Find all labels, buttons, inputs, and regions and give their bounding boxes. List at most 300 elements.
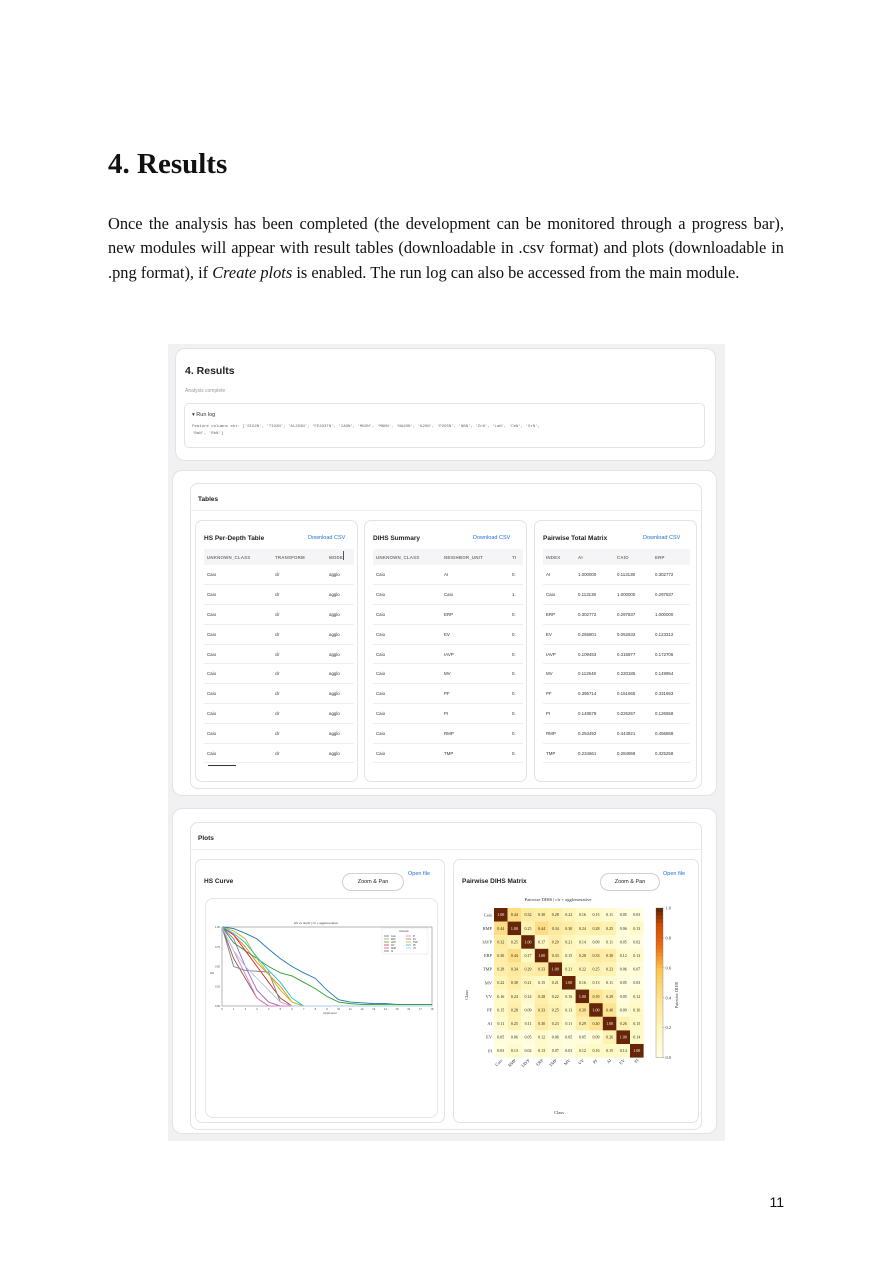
heatmap-cell-value: 1.00 bbox=[633, 1048, 641, 1054]
hs-x-tick-label: 15 bbox=[395, 1008, 399, 1011]
table-row[interactable] bbox=[543, 605, 690, 625]
heatmap-col-label: RMP bbox=[507, 1057, 518, 1068]
table-row[interactable] bbox=[543, 565, 690, 585]
heatmap-cell-value: 0.24 bbox=[578, 925, 586, 931]
heatmap-cell-value: 0.28 bbox=[497, 966, 505, 972]
hs-legend-label: PF bbox=[413, 944, 416, 947]
colorbar-segment bbox=[656, 983, 663, 987]
heatmap-row-label: PF bbox=[487, 1007, 492, 1013]
hs-curve-chart[interactable] bbox=[206, 899, 438, 1118]
table-cell: 0.256801 bbox=[575, 624, 614, 644]
hs-legend-label: ERP bbox=[391, 938, 396, 941]
column-header[interactable]: CAIO bbox=[614, 549, 652, 565]
heatmap-cell-value: 0.14 bbox=[633, 1034, 641, 1040]
column-header[interactable]: AI bbox=[575, 549, 614, 565]
hs-legend-label: RMP bbox=[391, 947, 397, 950]
colorbar-segment bbox=[656, 1028, 663, 1032]
heatmap-cell-value: 0.39 bbox=[592, 993, 600, 999]
heatmap-cell-value: 0.05 bbox=[497, 1034, 505, 1040]
plots-title: Plots bbox=[198, 835, 214, 842]
heatmap-cell-value: 0.21 bbox=[565, 966, 573, 972]
hs-zoom-pan-button[interactable]: Zoom & Pan bbox=[342, 873, 404, 891]
tables-card bbox=[172, 470, 717, 796]
hs-x-tick-label: 0 bbox=[221, 1008, 223, 1011]
hs-x-tick-label: 12 bbox=[360, 1008, 364, 1011]
hs-legend-label: TMP bbox=[413, 941, 418, 944]
heatmap-cell-value: 0.11 bbox=[606, 980, 614, 986]
table-cell: Caio bbox=[204, 704, 272, 724]
heatmap-cell-value: 0.15 bbox=[592, 912, 600, 918]
colorbar-segment bbox=[656, 1002, 663, 1006]
body-paragraph: Once the analysis has been completed (the development can be monitored through a progress bar), new modules will appear with result tables (downloadable in .csv format) and plots (downloadable in .png format), if Create plots is enabled. The run log can also be accessed from the main module. bbox=[108, 214, 784, 282]
heatmap-row-label: RMP bbox=[482, 925, 492, 931]
heatmap-cell-value: 0.11 bbox=[606, 912, 614, 918]
colorbar-segment bbox=[656, 968, 663, 972]
heatmap-cell-value: 0.05 bbox=[619, 939, 627, 945]
heatmap-cell-value: 0.05 bbox=[619, 993, 627, 999]
colorbar-segment bbox=[656, 987, 663, 991]
heatmap-cell-value: 0.17 bbox=[524, 953, 532, 958]
table-cell: agglo bbox=[326, 704, 354, 724]
table-cell: TMP bbox=[543, 743, 575, 763]
heatmap-cell-value: 0.28 bbox=[551, 912, 559, 918]
colorbar-segment bbox=[656, 927, 663, 931]
heatmap-cell-value: 0.14 bbox=[524, 993, 532, 999]
heatmap-cell-value: 0.30 bbox=[538, 1021, 546, 1026]
colorbar-tick-label: 0.8 bbox=[665, 935, 671, 941]
run-log-line-1: Feature columns set: ['SIO2N', 'TIO2N', 'AL2O3N', 'FE2O3TN', 'CAON', 'MGON', 'MNON', 'NA2ON', 'K2ON', 'P2O5N', 'NBN', 'ZrN', 'LaN', 'CeN', 'SrN', bbox=[192, 425, 541, 429]
table-row[interactable] bbox=[373, 723, 523, 743]
column-header[interactable]: UNKNOWN_CLASS bbox=[373, 549, 441, 565]
colorbar-segment bbox=[656, 1016, 663, 1020]
hs-y-tick-label: 0.25 bbox=[214, 985, 220, 989]
heatmap-cell-value: 0.09 bbox=[592, 939, 600, 945]
heatmap-col-label: VV bbox=[577, 1057, 586, 1066]
heatmap-cell-value: 0.06 bbox=[551, 1034, 559, 1040]
heatmap-cell-value: 0.25 bbox=[510, 939, 518, 945]
colorbar-tick-label: 0.4 bbox=[665, 995, 671, 1001]
table-cell: Caio bbox=[204, 743, 272, 763]
table-row[interactable] bbox=[543, 743, 690, 763]
table-row[interactable] bbox=[373, 704, 523, 724]
table-cell: 0.325258 bbox=[652, 743, 690, 763]
colorbar-segment bbox=[656, 945, 663, 949]
table-cell: Caio bbox=[373, 624, 441, 644]
table-cell: 0.123312 bbox=[652, 624, 690, 644]
table-cell: 0.302772 bbox=[575, 605, 614, 625]
heatmap-cell-value: 0.09 bbox=[592, 1034, 600, 1040]
heatmap-zoom-pan-button[interactable]: Zoom & Pan bbox=[600, 873, 660, 891]
heatmap-cell-value: 0.34 bbox=[551, 925, 559, 931]
table-cell: 0.315877 bbox=[614, 644, 652, 664]
colorbar-segment bbox=[656, 1039, 663, 1043]
hs-x-tick-label: 5 bbox=[279, 1008, 282, 1011]
colorbar-tick-label: 0.2 bbox=[665, 1025, 671, 1031]
table-cell: 0.126558 bbox=[652, 704, 690, 724]
heatmap-cell-value: 0.02 bbox=[633, 939, 641, 945]
hs-x-tick-label: 18 bbox=[430, 1008, 434, 1011]
heatmap-cell-value: 1.00 bbox=[510, 925, 518, 931]
heatmap-cell-value: 0.09 bbox=[524, 1007, 532, 1013]
table-row[interactable] bbox=[373, 743, 523, 763]
heatmap-col-label: IAVP bbox=[520, 1057, 531, 1069]
heatmap-cell-value: 0.16 bbox=[633, 1007, 641, 1013]
heatmap-row-label: ERP bbox=[483, 953, 492, 959]
heatmap-cell-value: 0.13 bbox=[538, 1048, 546, 1054]
table-cell: agglo bbox=[326, 624, 354, 644]
table-cell: 0.172706 bbox=[652, 644, 690, 664]
heatmap-cell-value: 0.28 bbox=[510, 1007, 518, 1013]
table-cell: clr bbox=[272, 565, 326, 585]
table-row[interactable] bbox=[204, 585, 354, 605]
heatmap-col-label: MV bbox=[562, 1057, 572, 1067]
heatmap-row-label: AI bbox=[487, 1021, 492, 1027]
heatmap-cell-value: 1.00 bbox=[497, 912, 505, 918]
heatmap-cell-value: 0.09 bbox=[619, 1007, 627, 1013]
hs-x-tick-label: 13 bbox=[372, 1008, 376, 1011]
heatmap-cell-value: 0.29 bbox=[578, 1021, 586, 1026]
heatmap-cell-value: 0.28 bbox=[592, 925, 600, 931]
hs-x-tick-label: 4 bbox=[267, 1008, 270, 1011]
tables-container bbox=[190, 483, 702, 789]
colorbar-segment bbox=[656, 975, 663, 979]
table-row[interactable] bbox=[543, 664, 690, 684]
heatmap-cell-value: 0.33 bbox=[592, 953, 600, 958]
heatmap-cell-value: 0.33 bbox=[538, 966, 546, 972]
table-row[interactable] bbox=[543, 585, 690, 605]
table-cell: 0. bbox=[509, 664, 523, 684]
heatmap-cell-value: 1.00 bbox=[619, 1034, 627, 1040]
table-row[interactable] bbox=[204, 723, 354, 743]
table-cell: Caio bbox=[204, 644, 272, 664]
heatmap-cell-value: 0.28 bbox=[538, 993, 546, 999]
colorbar-segment bbox=[656, 953, 663, 957]
table-row[interactable] bbox=[204, 605, 354, 625]
hs-per-depth-table-panel bbox=[195, 520, 358, 782]
table-cell: Caio bbox=[441, 585, 509, 605]
hs-x-tick-label: 2 bbox=[244, 1008, 247, 1011]
results-card bbox=[175, 348, 716, 461]
heatmap-cell-value: 0.25 bbox=[592, 966, 600, 972]
heatmap-cell-value: 0.05 bbox=[578, 1034, 586, 1040]
table-cell: ERP bbox=[543, 605, 575, 625]
heatmap-cell-value: 0.13 bbox=[633, 953, 641, 958]
heatmap-cell-value: 0.30 bbox=[497, 953, 505, 958]
dihs-summary-download-csv[interactable]: Download CSV bbox=[473, 535, 511, 541]
table-cell: Caio bbox=[204, 605, 272, 625]
column-header[interactable]: ERP bbox=[652, 549, 690, 565]
hs-legend-label: Caio bbox=[391, 935, 396, 938]
colorbar-segment bbox=[656, 1024, 663, 1028]
run-log-panel[interactable] bbox=[184, 403, 705, 448]
table-cell: agglo bbox=[326, 585, 354, 605]
pairwise-dihs-heatmap[interactable] bbox=[456, 890, 696, 1122]
table-cell: agglo bbox=[326, 565, 354, 585]
plots-container bbox=[190, 822, 702, 1130]
heatmap-cell-value: 0.07 bbox=[551, 1048, 559, 1054]
heatmap-cell-value: 0.33 bbox=[551, 953, 559, 958]
hs-legend-label: PI bbox=[413, 935, 416, 938]
table-cell: 0.253492 bbox=[575, 723, 614, 743]
table-cell: 0. bbox=[509, 605, 523, 625]
table-cell: 1. bbox=[509, 585, 523, 605]
table-row[interactable] bbox=[373, 565, 523, 585]
pairwise-total-matrix-title: Pairwise Total Matrix bbox=[543, 535, 608, 542]
heatmap-col-label: AI bbox=[605, 1057, 613, 1065]
heatmap-cell-value: 0.16 bbox=[578, 912, 586, 918]
table-row[interactable] bbox=[204, 664, 354, 684]
heatmap-col-label: EV bbox=[618, 1057, 626, 1066]
colorbar-segment bbox=[656, 942, 663, 946]
heatmap-col-label: PF bbox=[591, 1057, 599, 1065]
pairwise-dihs-panel bbox=[453, 859, 699, 1123]
heatmap-cell-value: 0.14 bbox=[578, 939, 586, 945]
heatmap-cell-value: 0.30 bbox=[538, 912, 546, 918]
heatmap-cell-value: 0.25 bbox=[524, 925, 532, 931]
table-cell: PI bbox=[441, 704, 509, 724]
heatmap-cell-value: 0.13 bbox=[510, 1048, 518, 1054]
heatmap-cell-value: 0.03 bbox=[633, 912, 641, 918]
hs-y-tick-label: 0.50 bbox=[214, 965, 220, 969]
table-cell: 0. bbox=[509, 565, 523, 585]
heatmap-cell-value: 0.44 bbox=[497, 925, 505, 931]
heatmap-cell-value: 0.34 bbox=[510, 966, 518, 972]
table-cell: 0. bbox=[509, 704, 523, 724]
heatmap-cell-value: 0.15 bbox=[565, 953, 573, 958]
heatmap-cell-value: 0.25 bbox=[606, 925, 614, 931]
hs-legend-title: Unknown bbox=[399, 930, 409, 933]
app-screenshot bbox=[168, 344, 725, 1141]
table-row[interactable] bbox=[373, 664, 523, 684]
table-row[interactable] bbox=[204, 743, 354, 763]
dihs-summary-title: DIHS Summary bbox=[373, 535, 420, 542]
heatmap-cell-value: 0.05 bbox=[619, 980, 627, 986]
heatmap-cell-value: 0.23 bbox=[606, 966, 614, 972]
table-cell: agglo bbox=[326, 664, 354, 684]
hs-y-axis-label: HS bbox=[210, 971, 215, 975]
colorbar-segment bbox=[656, 915, 663, 919]
colorbar-tick-label: 1.0 bbox=[665, 905, 671, 911]
heatmap-cell-value: 0.12 bbox=[578, 1048, 586, 1054]
colorbar-segment bbox=[656, 1009, 663, 1013]
table-cell: clr bbox=[272, 704, 326, 724]
table-cell: 1.000000 bbox=[652, 605, 690, 625]
column-header[interactable]: MODE bbox=[326, 549, 354, 565]
heatmap-cell-value: 0.16 bbox=[592, 1048, 600, 1054]
hs-y-tick-label: 1.00 bbox=[214, 926, 220, 929]
table-cell: RMP bbox=[441, 723, 509, 743]
table-row[interactable] bbox=[373, 585, 523, 605]
heatmap-cell-value: 0.05 bbox=[524, 1034, 532, 1040]
hs-per-depth-download-csv[interactable]: Download CSV bbox=[308, 535, 346, 541]
heatmap-cell-value: 0.12 bbox=[538, 1034, 546, 1040]
heatmap-cell-value: 0.15 bbox=[606, 1048, 614, 1054]
table-cell: AI bbox=[543, 565, 575, 585]
heatmap-col-label: PI bbox=[633, 1057, 640, 1065]
hs-curve-plot-frame bbox=[205, 898, 438, 1118]
table-cell: 0.456858 bbox=[652, 723, 690, 743]
table-cell: 0.113138 bbox=[614, 565, 652, 585]
table-cell: 0.297837 bbox=[652, 585, 690, 605]
table-row[interactable] bbox=[204, 684, 354, 704]
table-cell: EV bbox=[543, 624, 575, 644]
table-cell: RMP bbox=[543, 723, 575, 743]
heatmap-cell-value: 0.30 bbox=[510, 980, 518, 986]
heatmap-cell-value: 0.13 bbox=[565, 1007, 573, 1013]
heatmap-cell-value: 0.26 bbox=[619, 1021, 627, 1026]
heatmap-cell-value: 0.21 bbox=[565, 939, 573, 945]
colorbar-segment bbox=[656, 1054, 663, 1058]
heatmap-cell-value: 0.32 bbox=[497, 939, 505, 945]
table-cell: 0.331693 bbox=[652, 684, 690, 704]
table-cell: 0.444921 bbox=[614, 723, 652, 743]
table-row[interactable] bbox=[373, 644, 523, 664]
heatmap-col-label: TMP bbox=[547, 1057, 558, 1068]
table-row[interactable] bbox=[204, 624, 354, 644]
hs-y-tick-label: 0.00 bbox=[214, 1005, 220, 1008]
hs-x-tick-label: 1 bbox=[232, 1008, 235, 1011]
heatmap-cell-value: 0.29 bbox=[606, 993, 614, 999]
table-cell: clr bbox=[272, 743, 326, 763]
table-row[interactable] bbox=[373, 624, 523, 644]
column-resize-handle[interactable] bbox=[343, 551, 344, 560]
heatmap-cell-value: 1.00 bbox=[524, 939, 532, 945]
heatmap-cell-value: 0.16 bbox=[497, 993, 505, 999]
table-cell: Caio bbox=[373, 605, 441, 625]
table-cell: Caio bbox=[373, 565, 441, 585]
heatmap-cell-value: 0.30 bbox=[606, 953, 614, 958]
heatmap-cell-value: 0.26 bbox=[606, 1034, 614, 1040]
column-header[interactable]: TRANSFORM bbox=[272, 549, 326, 565]
table-cell: EV bbox=[441, 624, 509, 644]
colorbar-segment bbox=[656, 1050, 663, 1054]
heatmap-ylabel: Class bbox=[464, 990, 469, 1000]
heatmap-row-label: PI bbox=[488, 1048, 492, 1054]
table-row[interactable] bbox=[204, 565, 354, 585]
table-row[interactable] bbox=[373, 605, 523, 625]
table-cell: 0.151665 bbox=[614, 684, 652, 704]
colorbar-segment bbox=[656, 1046, 663, 1050]
heatmap-cell-value: 0.11 bbox=[497, 1021, 505, 1026]
table-cell: PF bbox=[441, 684, 509, 704]
table-cell: 0.109453 bbox=[575, 644, 614, 664]
colorbar-segment bbox=[656, 1013, 663, 1017]
hs-legend-label: MV bbox=[391, 944, 395, 947]
run-log-line-2: 'BaN', 'RbN'] bbox=[192, 432, 224, 436]
table-cell: Caio bbox=[204, 624, 272, 644]
table-row[interactable] bbox=[204, 704, 354, 724]
table-cell: 0.149954 bbox=[652, 664, 690, 684]
colorbar-tick-label: 0.0 bbox=[665, 1055, 671, 1061]
pairwise-total-download-csv[interactable]: Download CSV bbox=[643, 535, 681, 541]
colorbar-segment bbox=[656, 912, 663, 916]
table-cell: Caio bbox=[373, 704, 441, 724]
colorbar-segment bbox=[656, 979, 663, 983]
pairwise-total-matrix-panel bbox=[534, 520, 697, 782]
column-header[interactable]: NEIGHBOR_UNIT bbox=[441, 549, 509, 565]
table-row[interactable] bbox=[543, 624, 690, 644]
table-cell: ERP bbox=[441, 605, 509, 625]
heatmap-cell-value: 1.00 bbox=[606, 1021, 614, 1026]
column-header[interactable]: TI bbox=[509, 549, 523, 565]
heatmap-cell-value: 1.00 bbox=[538, 953, 546, 958]
heatmap-xlabel: Class bbox=[554, 1110, 564, 1115]
heatmap-col-label: Caio bbox=[494, 1057, 504, 1068]
create-plots-term: Create plots bbox=[212, 262, 293, 282]
table-cell: clr bbox=[272, 684, 326, 704]
heatmap-cell-value: 0.11 bbox=[524, 1021, 532, 1026]
colorbar-segment bbox=[656, 938, 663, 942]
table-cell: 0.302772 bbox=[652, 565, 690, 585]
table-cell: clr bbox=[272, 723, 326, 743]
table-cell: 0.112648 bbox=[575, 664, 614, 684]
table-cell: agglo bbox=[326, 743, 354, 763]
heatmap-row-label: TMP bbox=[482, 966, 492, 972]
colorbar-segment bbox=[656, 964, 663, 968]
table-row[interactable] bbox=[543, 723, 690, 743]
table-row[interactable] bbox=[373, 684, 523, 704]
heatmap-open-file-link[interactable]: Open file bbox=[663, 871, 686, 877]
heatmap-cell-value: 0.32 bbox=[524, 912, 532, 918]
table-row[interactable] bbox=[543, 684, 690, 704]
colorbar-segment bbox=[656, 949, 663, 953]
pairwise-dihs-title: Pairwise DIHS Matrix bbox=[462, 878, 527, 885]
column-header[interactable]: INDEX bbox=[543, 549, 575, 565]
colorbar-segment bbox=[656, 998, 663, 1002]
table-cell: MV bbox=[441, 664, 509, 684]
colorbar-tick-label: 0.6 bbox=[665, 965, 671, 971]
table-cell: Caio bbox=[204, 684, 272, 704]
table-row[interactable] bbox=[204, 644, 354, 664]
table-cell: clr bbox=[272, 605, 326, 625]
section-heading: 4. Results bbox=[108, 148, 228, 180]
hs-legend-label: VV bbox=[413, 947, 417, 950]
table-row[interactable] bbox=[543, 644, 690, 664]
heatmap-cell-value: 0.12 bbox=[633, 993, 641, 999]
table-cell: 0. bbox=[509, 723, 523, 743]
table-cell: clr bbox=[272, 644, 326, 664]
table-cell: agglo bbox=[326, 684, 354, 704]
hs-legend-label: AI bbox=[391, 950, 394, 953]
heatmap-cell-value: 0.24 bbox=[510, 993, 518, 999]
table-cell: Caio bbox=[373, 585, 441, 605]
colorbar-segment bbox=[656, 934, 663, 938]
table-cell: Caio bbox=[373, 664, 441, 684]
heatmap-cell-value: 0.11 bbox=[565, 1021, 573, 1026]
page-number: 11 bbox=[769, 1194, 784, 1210]
table-cell: TMP bbox=[441, 743, 509, 763]
table-row[interactable] bbox=[543, 704, 690, 724]
column-header[interactable]: UNKNOWN_CLASS bbox=[204, 549, 272, 565]
hs-legend-label: EV bbox=[413, 938, 417, 941]
colorbar-segment bbox=[656, 1020, 663, 1024]
table-cell: 0.220185 bbox=[614, 664, 652, 684]
heatmap-cell-value: 0.03 bbox=[633, 980, 641, 986]
heatmap-cell-value: 0.39 bbox=[578, 1007, 586, 1013]
heatmap-cell-value: 0.25 bbox=[551, 1007, 559, 1013]
heatmap-cell-value: 0.03 bbox=[497, 1048, 505, 1054]
hs-open-file-link[interactable]: Open file bbox=[408, 871, 431, 877]
table-cell: Caio bbox=[373, 684, 441, 704]
table-cell: Caio bbox=[204, 565, 272, 585]
heatmap-cell-value: 0.23 bbox=[551, 1021, 559, 1026]
run-log-toggle[interactable]: ▾ Run log bbox=[192, 412, 216, 418]
table-cell: Caio bbox=[204, 664, 272, 684]
colorbar-segment bbox=[656, 1035, 663, 1039]
table-cell: PF bbox=[543, 684, 575, 704]
colorbar-segment bbox=[656, 972, 663, 976]
table-cell: Caio bbox=[373, 723, 441, 743]
